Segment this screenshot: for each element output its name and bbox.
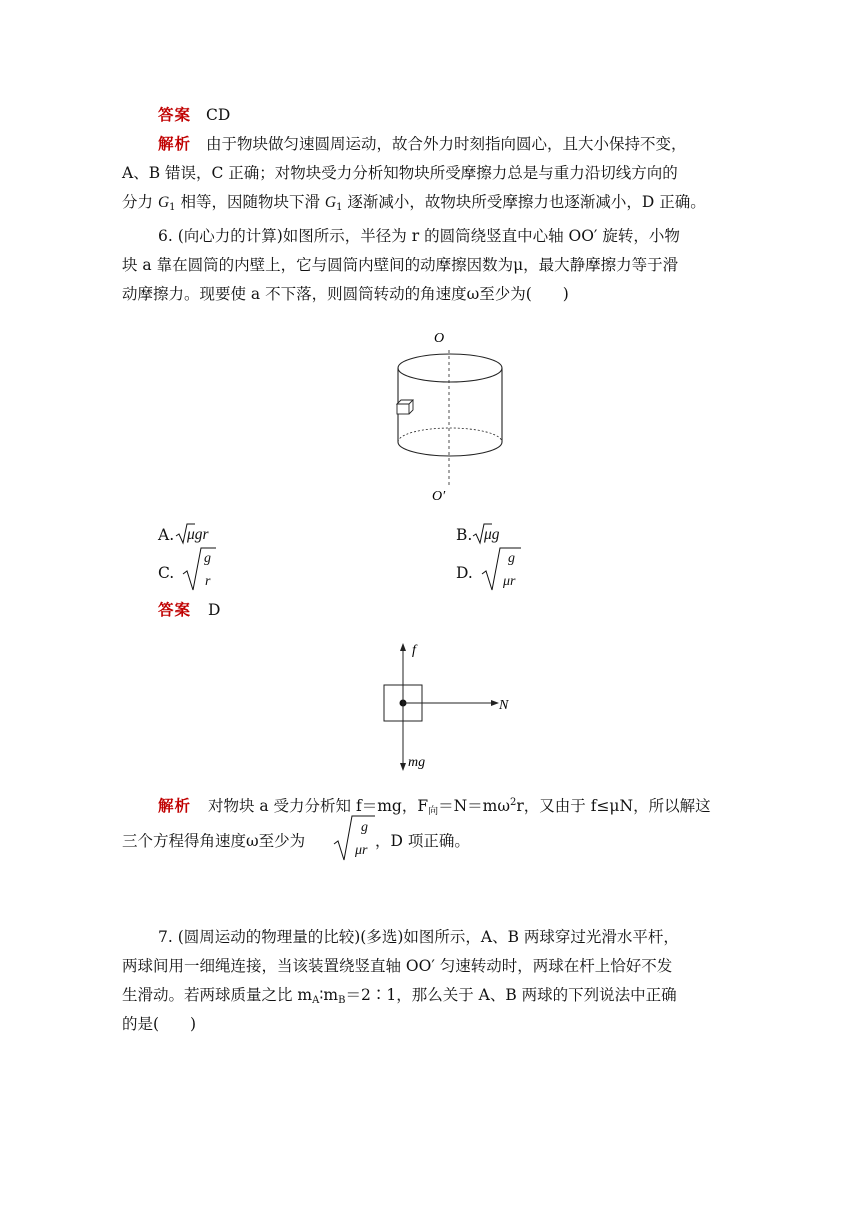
text: ＝N＝mω (438, 797, 510, 815)
answer-value: D (207, 601, 221, 619)
cylinder-figure (380, 318, 520, 514)
text: 对物块 a 受力分析知 f＝mg，F (207, 797, 429, 815)
question-7-line-4: 的是( ) (122, 1015, 197, 1033)
analysis-line-3 (122, 191, 706, 219)
force-mg-label: mg (408, 755, 426, 770)
question-7-line-2: 两球间用一细绳连接，当该装置绕竖直轴 OO′ 匀速转动时，两球在杆上恰好不发 (122, 957, 673, 975)
analysis-denominator: μr (355, 843, 368, 858)
option-d-numerator: g (508, 551, 515, 566)
analysis-text: 由于物块做匀速圆周运动，故合外力时刻指向圆心，且大小保持不变， (205, 135, 687, 153)
question-6-line-1: 6. (向心力的计算)如图所示，半径为 r 的圆筒绕竖直中心轴 OO′ 旋转，小物 (158, 227, 680, 245)
analysis-label: 解析 (158, 135, 192, 153)
analysis-numerator: g (361, 820, 368, 835)
option-b (456, 524, 472, 546)
text: 分力 (122, 193, 158, 211)
block-a (397, 400, 413, 414)
answer-line-1 (158, 104, 230, 126)
option-c-numerator: g (204, 551, 211, 566)
analysis-2-line-1 (158, 792, 711, 823)
answer-label: 答案 (158, 106, 192, 124)
force-n-label: N (499, 698, 509, 713)
option-label: A. (158, 526, 175, 544)
subscript: B (338, 995, 346, 1006)
option-d: D. (456, 564, 473, 582)
option-c: C. (158, 564, 175, 582)
force-diagram (378, 632, 528, 782)
option-a-expr: μgr (187, 526, 209, 543)
symbol-G: G (157, 194, 170, 211)
question-6-line-3: 动摩擦力。现要使 a 不下落，则圆筒转动的角速度ω至少为( ) (122, 285, 569, 303)
text: 逐渐减小，故物块所受摩擦力也逐渐减小，D 正确。 (342, 193, 706, 211)
analysis-line-1 (158, 133, 686, 155)
text: r，又由于 f≤μN，所以解这 (516, 797, 711, 815)
option-label: B. (456, 526, 473, 544)
option-d-denominator: μr (503, 574, 516, 589)
subscript: A (312, 995, 320, 1006)
axis-bottom-label: O′ (432, 489, 446, 504)
answer-value: CD (205, 106, 231, 124)
subscript: 1 (169, 202, 176, 213)
subscript: 向 (428, 806, 439, 817)
analysis-label: 解析 (158, 797, 192, 815)
option-c-denominator: r (205, 574, 211, 589)
force-f-label: f (412, 643, 416, 658)
text: 相等，因随物块下滑 (175, 193, 325, 211)
analysis-2-line-2a: 三个方程得角速度ω至少为 (122, 832, 306, 850)
text: ∶m (319, 986, 339, 1004)
radical-analysis (333, 814, 375, 864)
subscript: 1 (336, 202, 343, 213)
option-b-expr: μg (484, 526, 500, 543)
question-7-line-1: 7. (圆周运动的物理量的比较)(多选)如图所示，A、B 两球穿过光滑水平杆， (158, 928, 679, 946)
symbol-G: G (324, 194, 337, 211)
superscript: 2 (510, 797, 517, 808)
analysis-2-line-2b: ，D 项正确。 (375, 832, 470, 850)
question-6-line-2: 块 a 靠在圆筒的内壁上，它与圆筒内壁间的动摩擦因数为μ，最大静摩擦力等于滑 (122, 256, 679, 274)
answer-line-2 (158, 599, 220, 621)
text: ＝2∶1，那么关于 A、B 两球的下列说法中正确 (345, 986, 677, 1004)
option-a (158, 524, 174, 546)
text: 生滑动。若两球质量之比 m (122, 986, 313, 1004)
question-7-line-3 (122, 984, 677, 1012)
answer-label: 答案 (158, 601, 192, 619)
analysis-line-2: A、B 错误，C 正确；对物块受力分析知物块所受摩擦力总是与重力沿切线方向的 (122, 164, 678, 182)
axis-top-label: O (434, 331, 445, 346)
